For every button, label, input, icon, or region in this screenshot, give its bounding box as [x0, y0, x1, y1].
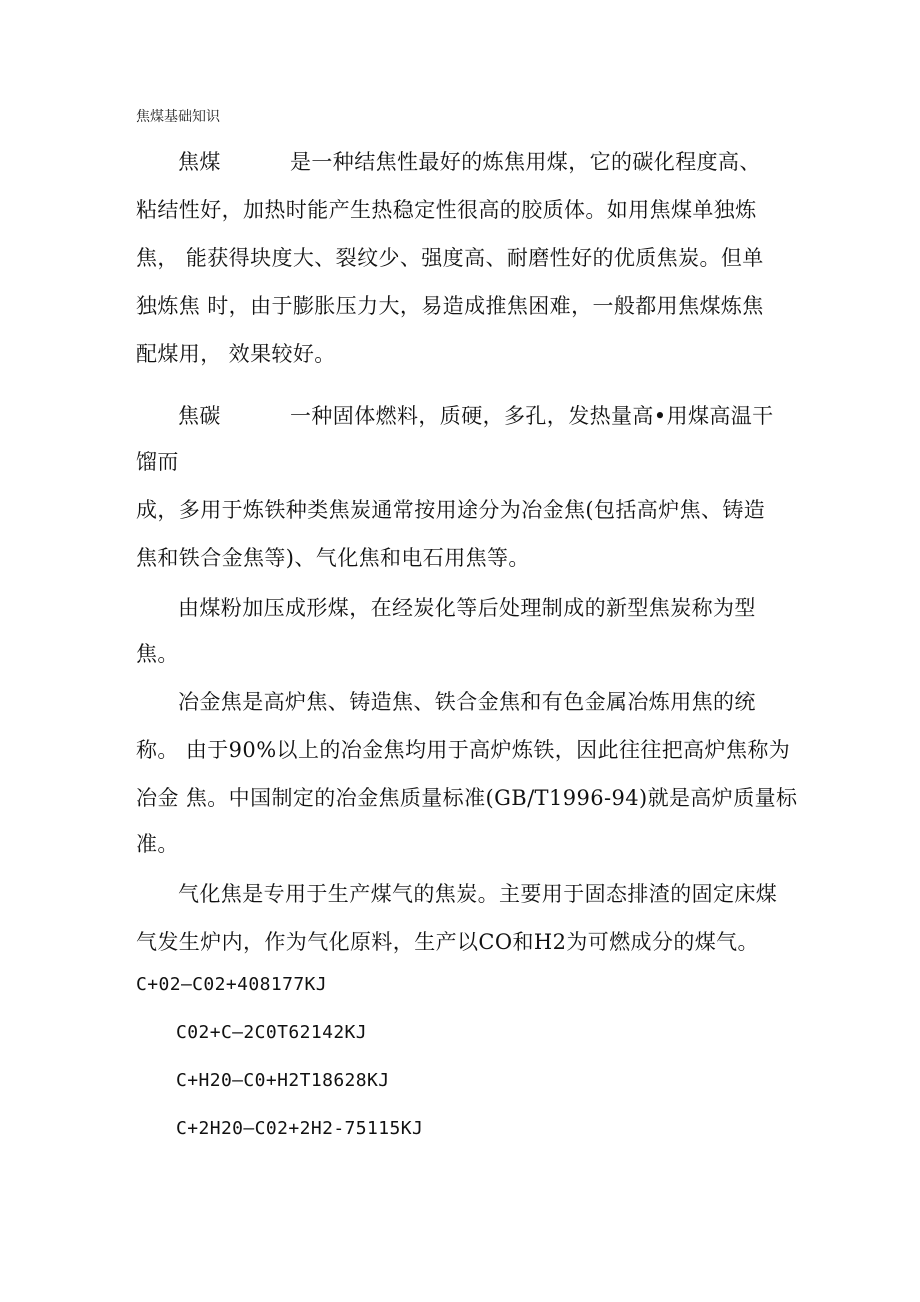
p1-line-4: 独炼焦 时，由于膨胀压力大，易造成推焦困难，一般都用焦煤炼焦	[136, 294, 764, 318]
p1-line-5: 配煤用， 效果较好。	[136, 342, 336, 366]
p4-line-3: 冶金 焦。中国制定的冶金焦质量标准(GB/T1996-94)就是高炉质量标	[136, 786, 798, 810]
p1-line-3: 焦， 能获得块度大、裂纹少、强度高、耐磨性好的优质焦炭。但单	[136, 246, 764, 270]
p1-line-1: 是一种结焦性最好的炼焦用煤，它的碳化程度高、	[290, 150, 761, 174]
p1-line-2: 粘结性好，加热时能产生热稳定性很高的胶质体。如用焦煤单独炼	[136, 198, 757, 222]
p3-line-1: 由煤粉加压成形煤，在经炭化等后处理制成的新型焦炭称为型	[178, 596, 756, 620]
p4-line-4: 准。	[136, 832, 179, 856]
p3-line-2: 焦。	[136, 642, 179, 666]
document-header: 焦煤基础知识	[136, 109, 220, 125]
equation-3: C+H20—C0+H2T18628KJ	[176, 1070, 390, 1091]
p2-line-1: 一种固体燃料，质硬，多孔，发热量高•用煤高温干	[290, 404, 774, 428]
p2-line-2: 馏而	[136, 450, 179, 474]
term-jiaotan: 焦碳	[178, 404, 221, 428]
p2-line-3: 成，多用于炼铁种类焦炭通常按用途分为冶金焦(包括高炉焦、铸造	[136, 498, 766, 522]
equation-2: C02+C—2C0T62142KJ	[176, 1022, 368, 1043]
p4-line-1: 冶金焦是高炉焦、铸造焦、铁合金焦和有色金属冶炼用焦的统	[178, 690, 756, 714]
p4-line-2: 称。 由于90%以上的冶金焦均用于高炉炼铁，因此往往把高炉焦称为	[136, 738, 791, 762]
term-jiaomei: 焦煤	[178, 150, 221, 174]
p5-line-2: 气发生炉内，作为气化原料，生产以CO和H2为可燃成分的煤气。	[136, 930, 759, 954]
equation-4: C+2H20—C02+2H2-75115KJ	[176, 1118, 424, 1139]
equation-1: C+02—C02+408177KJ	[136, 974, 328, 995]
p5-line-1: 气化焦是专用于生产煤气的焦炭。主要用于固态排渣的固定床煤	[178, 882, 778, 906]
p2-line-4: 焦和铁合金焦等)、气化焦和电石用焦等。	[136, 546, 530, 570]
